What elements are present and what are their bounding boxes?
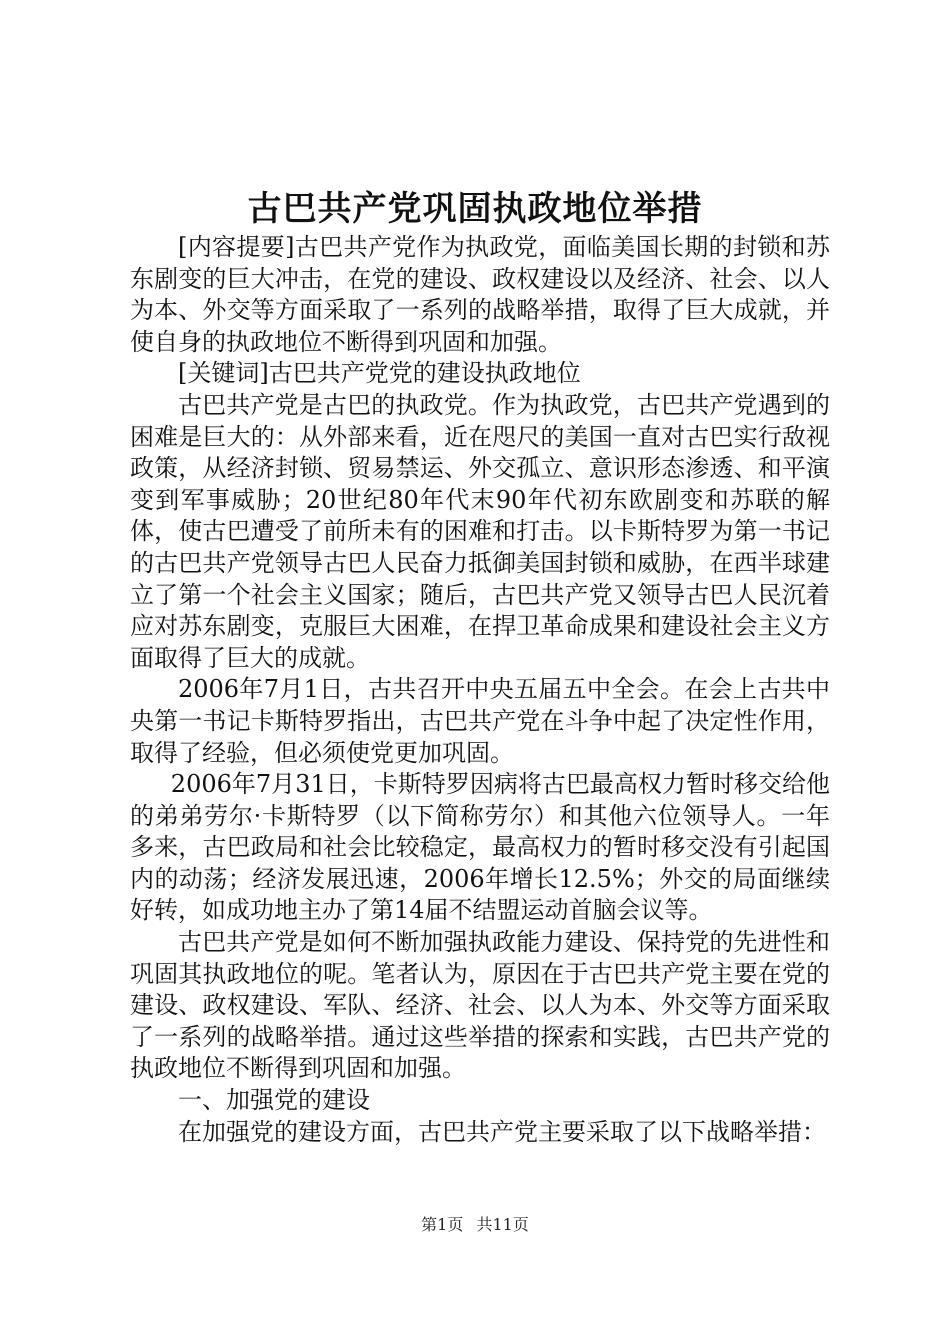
- body-paragraph: 2006年7月31日，卡斯特罗因病将古巴最高权力暂时移交给他的弟弟劳尔·卡斯特罗（以下简称劳尔）和其他六位领导人。一年多来，古巴政局和社会比较稳定，最高权力的暂时移交没有引起国内的动荡；经济发展迅速，2006年增长12.5%；外交的局面继续好转，如成功地主办了第14届不结盟运动首脑会议等。: [130, 770, 830, 925]
- section-heading: 一、加强党的建设: [178, 1086, 370, 1115]
- body-paragraph: 古巴共产党是如何不断加强执政能力建设、保持党的先进性和巩固其执政地位的呢。笔者认为，原因在于古巴共产党主要在党的建设、政权建设、军队、经济、社会、以人为本、外交等方面采取了一系列的战略举措。通过这些举措的探索和实践，古巴共产党的执政地位不断得到巩固和加强。: [130, 928, 830, 1083]
- page-number: 第1页: [421, 1215, 464, 1234]
- page-total: 共11页: [476, 1215, 529, 1234]
- body-paragraph: 在加强党的建设方面，古巴共产党主要采取了以下战略举措：: [178, 1117, 826, 1146]
- body-paragraph: 2006年7月1日，古共召开中央五届五中全会。在会上古共中央第一书记卡斯特罗指出，古巴共产党在斗争中起了决定性作用，取得了经验，但必须使党更加巩固。: [130, 675, 830, 767]
- keywords-paragraph: [关键词]古巴共产党党的建设执政地位: [178, 359, 581, 388]
- page-footer: [0, 1214, 950, 1236]
- document-title: 古巴共产党巩固执政地位举措: [247, 189, 703, 229]
- document-body: [130, 232, 830, 1148]
- body-paragraph: 古巴共产党是古巴的执政党。作为执政党，古巴共产党遇到的困难是巨大的：从外部来看，近在咫尺的美国一直对古巴实行敌视政策，从经济封锁、贸易禁运、外交孤立、意识形态渗透、和平演变到军事威胁；20世纪80年代末90年代初东欧剧变和苏联的解体，使古巴遭受了前所未有的困难和打击。以卡斯特罗为第一书记的古巴共产党领导古巴人民奋力抵御美国封锁和威胁，在西半球建立了第一个社会主义国家；随后，古巴共产党又领导古巴人民沉着应对苏东剧变，克服巨大困难，在捍卫革命成果和建设社会主义方面取得了巨大的成就。: [130, 390, 830, 672]
- abstract-paragraph: [内容提要]古巴共产党作为执政党，面临美国长期的封锁和苏东剧变的巨大冲击，在党的建设、政权建设以及经济、社会、以人为本、外交等方面采取了一系列的战略举措，取得了巨大成就，并使自身的执政地位不断得到巩固和加强。: [130, 233, 830, 356]
